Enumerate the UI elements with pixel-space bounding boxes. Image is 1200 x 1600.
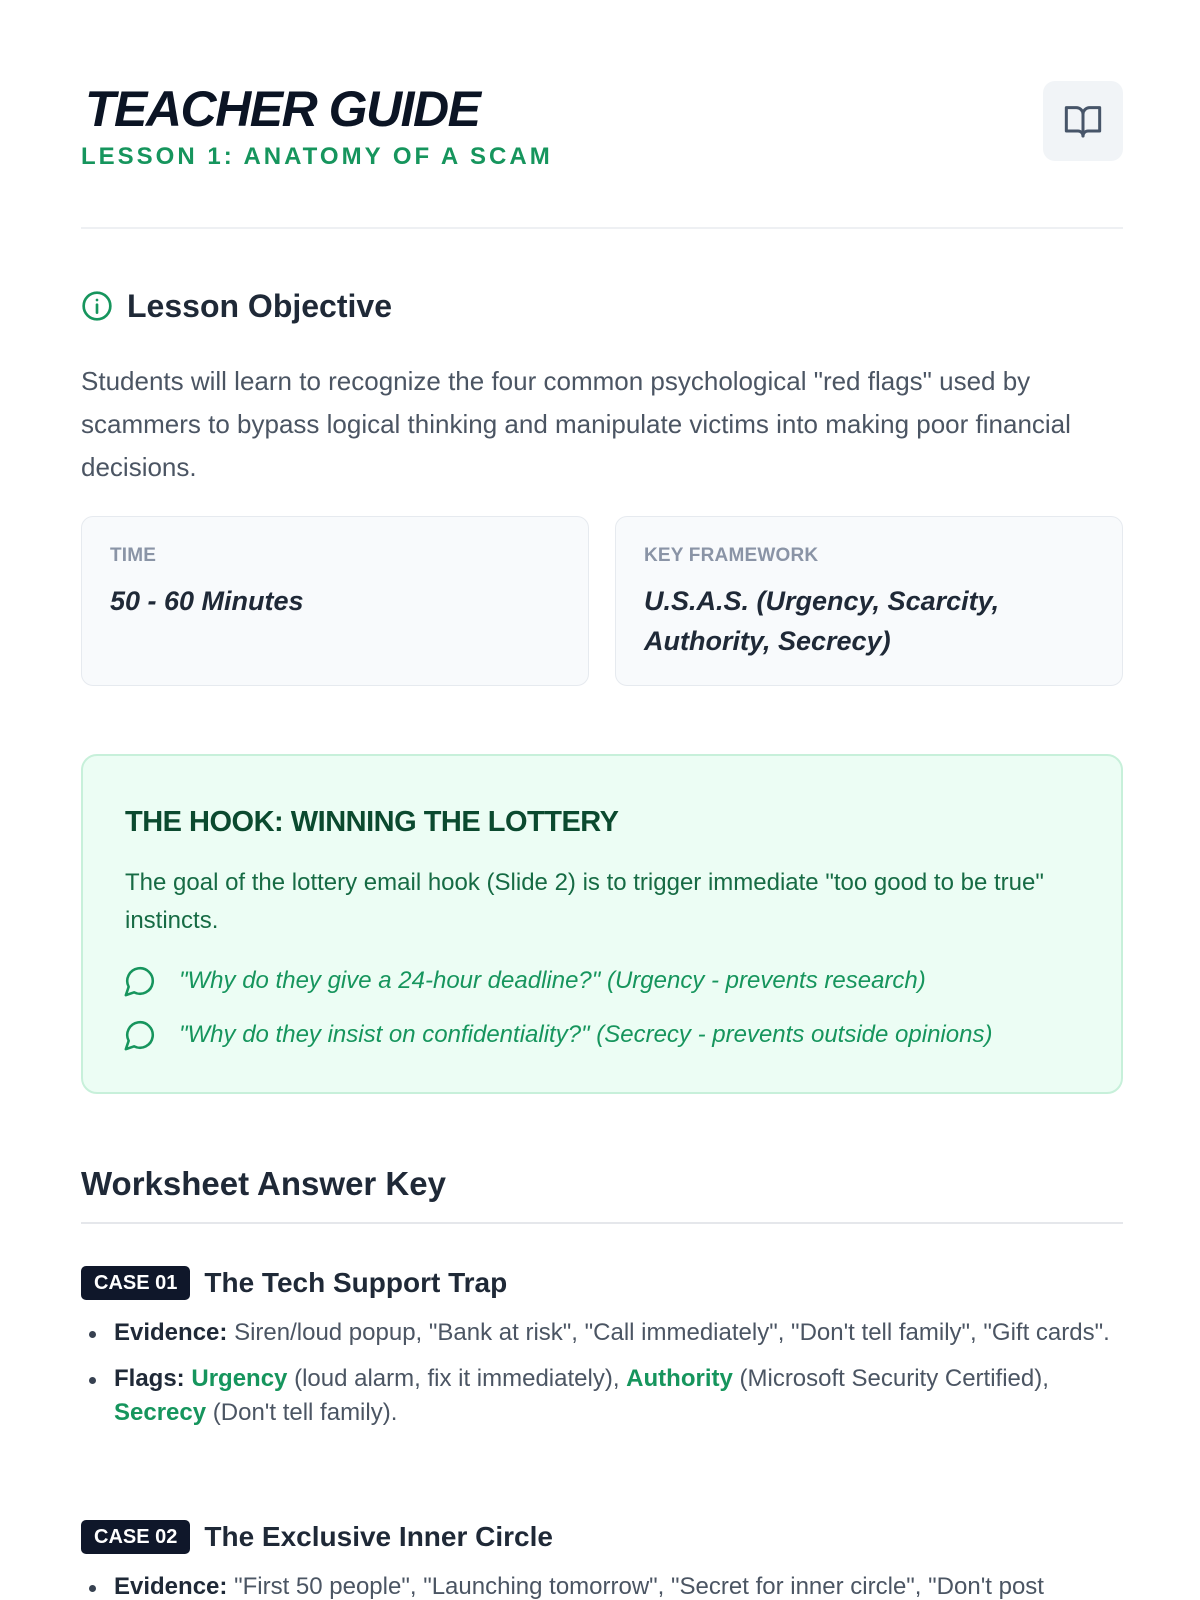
framework-value: U.S.A.S. (Urgency, Scarcity, Authority, Secrecy)	[644, 586, 1000, 656]
page-title: TEACHER GUIDE	[85, 81, 480, 137]
flag-note: (Microsoft Security Certified),	[739, 1365, 1049, 1392]
flag-name: Secrecy	[114, 1399, 207, 1426]
flags-label: Flags:	[114, 1365, 185, 1392]
teacher-guide-page	[81, 0, 1123, 1600]
book-open-icon	[1063, 101, 1103, 141]
evidence-text: "First 50 people", "Launching tomorrow", "Secret for inner circle", "Don't post	[234, 1573, 1044, 1600]
case-badge: CASE 01	[81, 1266, 190, 1300]
case-badge: CASE 02	[81, 1520, 190, 1554]
case-bullets	[81, 1570, 1123, 1600]
list-item	[81, 1570, 1123, 1600]
case-header	[81, 1520, 553, 1554]
flag-note: (loud alarm, fix it immediately),	[294, 1365, 620, 1392]
evidence-text: Siren/loud popup, "Bank at risk", "Call immediately", "Don't tell family", "Gift cards".	[234, 1319, 1110, 1346]
time-value: 50 - 60 Minutes	[110, 586, 304, 616]
worksheet-title: Worksheet Answer Key	[81, 1165, 446, 1202]
list-item	[81, 1316, 1123, 1350]
speech-bubble-icon	[123, 1018, 157, 1052]
hook-question	[123, 964, 926, 998]
time-card	[81, 516, 589, 686]
flag-name: Authority	[626, 1365, 733, 1392]
case-bullets	[81, 1316, 1123, 1442]
hook-question-text: "Why do they insist on confidentiality?" (Secrecy - prevents outside opinions)	[179, 1021, 993, 1048]
evidence-label: Evidence:	[114, 1573, 228, 1600]
case-title: The Tech Support Trap	[204, 1267, 508, 1298]
framework-card	[615, 516, 1123, 686]
book-button[interactable]	[1043, 81, 1123, 161]
objective-text: Students will learn to recognize the four common psychological "red flags" used by scammers to bypass logical thinking and manipulate victims into making poor financial decisions.	[81, 366, 1071, 482]
time-label: TIME	[110, 545, 157, 566]
case-title: The Exclusive Inner Circle	[204, 1521, 553, 1552]
info-circle-icon	[81, 290, 113, 322]
divider	[81, 1222, 1123, 1224]
hook-question-text: "Why do they give a 24-hour deadline?" (Urgency - prevents research)	[179, 967, 926, 994]
hook-title: THE HOOK: WINNING THE LOTTERY	[125, 806, 619, 838]
flag-note: (Don't tell family).	[212, 1399, 398, 1426]
speech-bubble-icon	[123, 964, 157, 998]
hook-text: The goal of the lottery email hook (Slide 2) is to trigger immediate "too good to be true" instincts.	[125, 869, 1044, 934]
case-header	[81, 1266, 507, 1300]
lesson-subtitle: LESSON 1: ANATOMY OF A SCAM	[81, 143, 553, 170]
objective-title: Lesson Objective	[127, 288, 392, 324]
objective-heading	[81, 290, 392, 322]
flag-name: Urgency	[191, 1365, 288, 1392]
evidence-label: Evidence:	[114, 1319, 228, 1346]
page-header	[81, 0, 1123, 229]
framework-label: KEY FRAMEWORK	[644, 545, 819, 566]
list-item	[81, 1362, 1123, 1430]
hook-question	[123, 1018, 992, 1052]
